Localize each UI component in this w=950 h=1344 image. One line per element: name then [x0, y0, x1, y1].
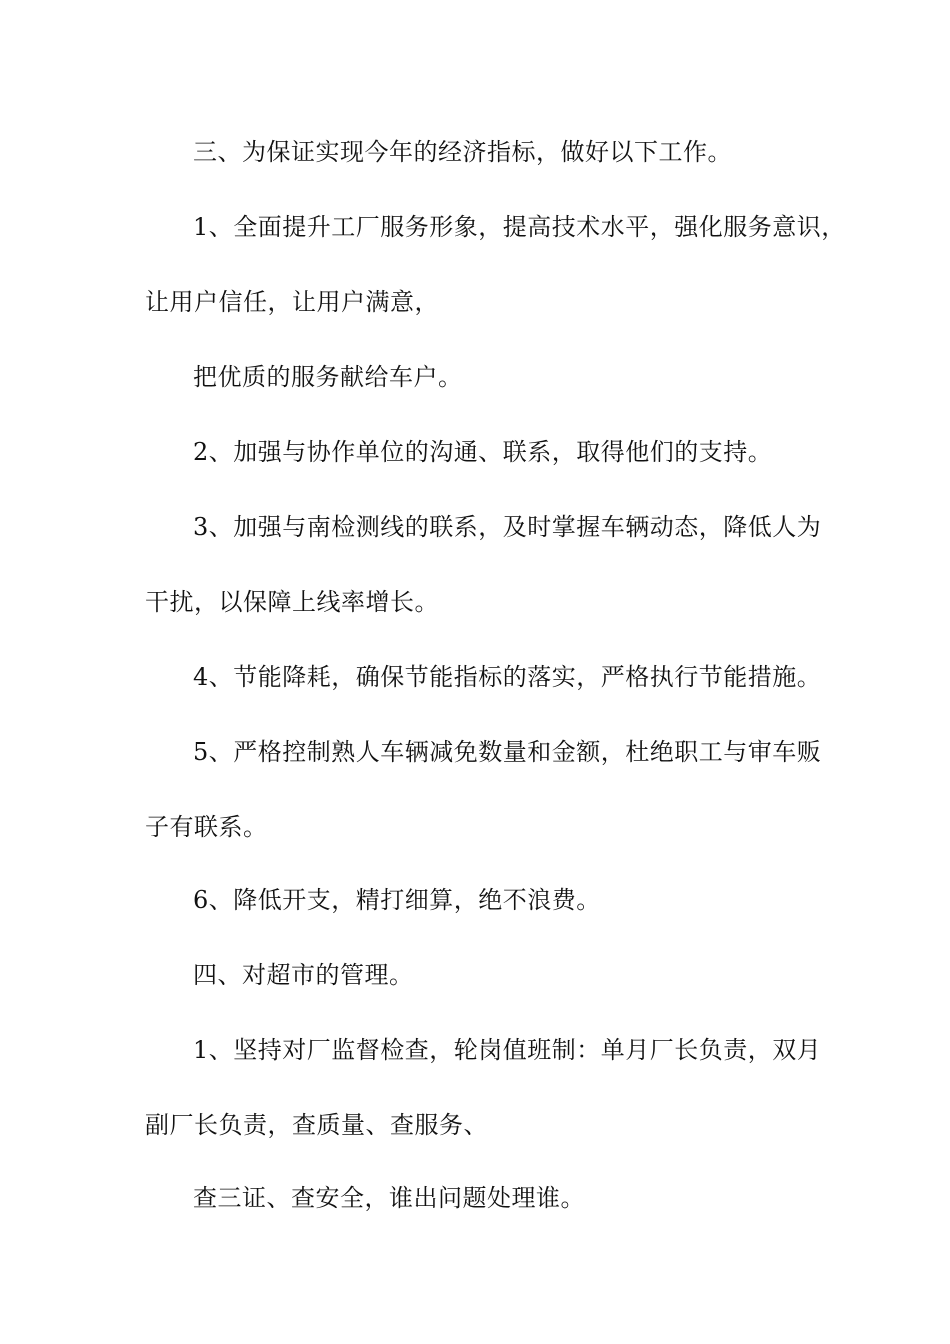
paragraph-line: 1、坚持对厂监督检查，轮岗值班制：单月厂长负责，双月: [193, 1036, 822, 1064]
paragraph-line: 3、加强与南检测线的联系，及时掌握车辆动态，降低人为: [193, 513, 822, 541]
paragraph-line: 让用户信任，让用户满意，: [145, 288, 439, 316]
paragraph-line: 1、全面提升工厂服务形象，提高技术水平，强化服务意识，: [193, 213, 846, 241]
paragraph-line: 5、严格控制熟人车辆减免数量和金额，杜绝职工与审车贩: [193, 738, 822, 766]
paragraph-line: 子有联系。: [145, 813, 268, 841]
section-heading-3: 三、为保证实现今年的经济指标，做好以下工作。: [193, 138, 732, 166]
section-heading-4: 四、对超市的管理。: [193, 961, 414, 989]
paragraph-line: 查三证、查安全，谁出问题处理谁。: [193, 1184, 585, 1212]
paragraph-line: 把优质的服务献给车户。: [193, 363, 463, 391]
paragraph-line: 2、加强与协作单位的沟通、联系，取得他们的支持。: [193, 438, 773, 466]
paragraph-line: 6、降低开支，精打细算，绝不浪费。: [193, 886, 601, 914]
paragraph-line: 干扰，以保障上线率增长。: [145, 588, 439, 616]
paragraph-line: 4、节能降耗，确保节能指标的落实，严格执行节能措施。: [193, 663, 822, 691]
paragraph-line: 副厂长负责，查质量、查服务、: [145, 1111, 488, 1139]
